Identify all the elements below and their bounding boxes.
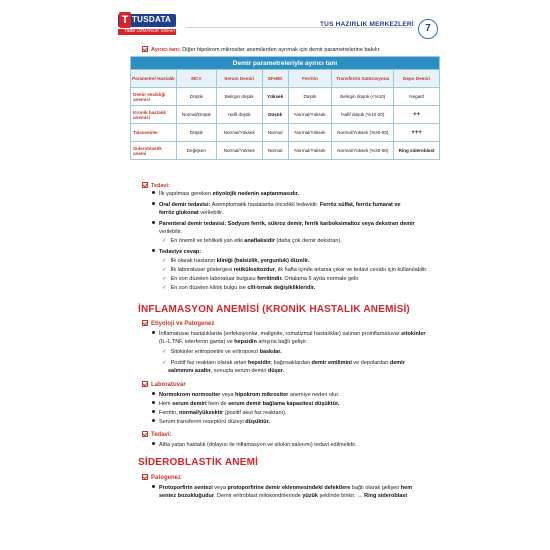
intro-label: Ayırıcı tanı: — [151, 47, 181, 53]
list-item-continued — [159, 339, 307, 346]
list-item-continued — [159, 493, 407, 500]
check-item — [162, 267, 427, 274]
table-cell: +++ — [394, 124, 440, 142]
check-item — [162, 349, 282, 356]
text: (pozitif akut faz reaktanı). — [223, 410, 287, 416]
text: Serum transferrin reseptörü düzeyi — [159, 419, 246, 425]
table-row-header: Sideroblastik anemi — [131, 142, 177, 160]
text: veya — [220, 392, 236, 398]
text: (daha çok demir dekstran). — [274, 238, 342, 244]
checkbox-icon — [142, 381, 148, 387]
text-bold: salınımını azaltır — [168, 368, 211, 374]
table-row — [131, 142, 440, 160]
text: artışına bağlı gelişir. — [256, 339, 308, 345]
checkbox-icon — [142, 46, 148, 52]
text: bağlı olarak gelişen — [350, 485, 401, 491]
text: , ilk hafta içinde artarsa çıkar ve tedavi cevabı için kullanılabilir. — [274, 267, 428, 273]
subsection-label: Etiyoloji ve Patogenez — [151, 321, 215, 327]
bullet-icon — [152, 419, 155, 422]
text-bold: baskılar. — [259, 349, 282, 355]
checkbox-icon — [142, 431, 148, 437]
text-bold: hepsidin — [247, 360, 271, 366]
text: veya — [212, 485, 228, 491]
text: anemiye neden olur. — [288, 392, 340, 398]
text-bold: anaflaksidir — [244, 238, 275, 244]
check-item — [162, 285, 315, 292]
table-cell: Normal/Yüksek — [288, 142, 332, 160]
table-header-cell: SFeBK — [262, 70, 288, 88]
text-bold: etiyolojik nedenin saptanmasıdır. — [212, 191, 299, 197]
text: (IL-1,TNF, interferon gama) ve — [159, 339, 235, 345]
text: verilebilir. — [198, 210, 224, 216]
checkbox-icon — [142, 182, 148, 188]
table-cell: Düşük — [176, 88, 216, 106]
page-number: 7 — [418, 19, 438, 39]
text: Pozitif faz reaktanı olarak artan — [170, 360, 248, 366]
checkbox-icon — [142, 320, 148, 326]
table-header-cell: MCV — [176, 70, 216, 88]
table-cell: Hafif düşük (%10-20) — [332, 106, 394, 124]
list-item — [152, 392, 339, 399]
table-row — [131, 106, 440, 124]
text-bold: düşüktür. — [245, 419, 270, 425]
text: Altta yatan hastalık (dolayısı ile inflamasyon ve sitokin salınımı) tedavi edilmelidir. — [159, 442, 357, 448]
table-cell: Normal — [262, 124, 288, 142]
list-item — [152, 331, 426, 338]
text-bold: demir — [389, 360, 405, 366]
list-item — [152, 485, 412, 492]
subsection-heading — [142, 431, 172, 438]
tedavi-heading — [142, 182, 170, 190]
table-cell: Normal/Yüksek (%30-80) — [332, 124, 394, 142]
text-bold: sitokinler — [401, 331, 426, 337]
text-bold: protoporfirine demir eklenmesindeki defektlere — [227, 485, 351, 491]
table-cell: Negatif — [394, 88, 440, 106]
text: . Demir eritroblast mitokondrilerinde — [214, 493, 303, 499]
text: Ortalama 6 ayda normale gelir. — [282, 276, 360, 282]
text-bold: Oral demir tedavisi: — [159, 202, 211, 208]
text: Ferritin, — [159, 410, 180, 416]
check-icon: ✓ — [162, 267, 167, 273]
text-bold: hepsidin — [234, 339, 257, 345]
list-item-continued — [159, 210, 223, 217]
text-bold: hem — [400, 485, 413, 491]
table-cell: Belirgin düşük (<%10) — [332, 88, 394, 106]
text-bold: cilt-tırnak değişiklikleridir. — [247, 285, 316, 291]
table-cell: Normal/Yüksek — [288, 106, 332, 124]
intro-line — [142, 46, 381, 54]
table-cell: Düşük — [288, 88, 332, 106]
check-icon: ✓ — [162, 276, 167, 282]
text: İlk yapılması gereken — [159, 191, 213, 197]
list-item — [152, 419, 270, 426]
table-cell: ++ — [394, 106, 440, 124]
table-header-cell: Ferritin — [288, 70, 332, 88]
text-bold: hipokrom mikrositer — [235, 392, 289, 398]
table-cell: Normal/Düşük — [176, 106, 216, 124]
checkbox-icon — [142, 474, 148, 480]
table-header-cell: Serum Demiri — [216, 70, 262, 88]
iron-parameters-table — [130, 56, 440, 160]
list-item — [152, 410, 286, 417]
check-icon: ✓ — [162, 238, 167, 244]
bullet-icon — [152, 202, 155, 205]
text: ve depolardan — [351, 360, 390, 366]
text: En son düzelen laboratuar bulgusu — [170, 276, 258, 282]
subsection-label: Laboratuvar — [151, 382, 186, 388]
list-item — [152, 191, 299, 198]
text-bold: sentez bozukluğudur — [159, 493, 214, 499]
section-title: İNFLAMASYON ANEMİSİ (KRONİK HASTALIK ANEMİSİ) — [138, 304, 410, 315]
text-bold: Ring sideroblast — [364, 493, 408, 499]
text-bold: kliniği (halsizlik, yorgunluk) düzelir. — [216, 258, 310, 264]
bullet-icon — [152, 331, 155, 334]
table-row-header: Kronik hastalık anemisi — [131, 106, 177, 124]
text-bold: ferröz glukonat — [159, 210, 199, 216]
text-bold: yüzük — [302, 493, 318, 499]
table-cell: Düşük — [262, 106, 288, 124]
table-row-header: Talasemiler — [131, 124, 177, 142]
text-bold: serum demiri — [172, 401, 207, 407]
table-cell: Yüksek — [262, 88, 288, 106]
bullet-icon — [152, 392, 155, 395]
table-cell: Ring sideroblast — [394, 142, 440, 160]
text-bold: serum demir bağlama kapasitesi düşüktür. — [228, 401, 340, 407]
table-row — [131, 88, 440, 106]
check-item — [162, 276, 360, 283]
text: Hem — [159, 401, 173, 407]
text-bold: ferritindir. — [257, 276, 283, 282]
bullet-icon — [152, 191, 155, 194]
text-bold: Parenteral demir tedavisi: Sodyum ferrik, sükroz demir, ferrik karboksimaltoz veya dekstran demir — [159, 221, 415, 227]
table-header-cell: Parametre/ Hastalık — [131, 70, 177, 88]
table-cell: Normal/Yüksek — [216, 124, 262, 142]
bullet-icon — [152, 221, 155, 224]
check-item — [162, 360, 405, 367]
text-bold: Normokrom normositer — [159, 392, 221, 398]
check-item-continued — [168, 368, 284, 375]
text: İnflamatuvar hastalıklarda (enfeksiyonlar, malignite, romatizmal hastalıklar) salınan proinflamatuvar — [159, 331, 402, 337]
text-bold: demir emilimini — [311, 360, 352, 366]
table-header-row — [131, 70, 440, 88]
table-cell: Düşük — [176, 124, 216, 142]
table-header-cell: Transferrin Satürasyonu — [332, 70, 394, 88]
text-bold: düşer. — [267, 368, 285, 374]
text: şeklinde birikir. → — [317, 493, 365, 499]
bullet-icon — [152, 249, 155, 252]
check-icon: ✓ — [162, 258, 167, 264]
tedavi-label: Tedavi: — [151, 183, 170, 189]
subsection-label: Patogenez — [151, 475, 182, 481]
logo-subtext: TIBBİ UZMANLIK SINAVI — [124, 28, 175, 33]
table-row-header: Demir eksikliği anemisi — [131, 88, 177, 106]
text: İlk olarak hastanın — [170, 258, 217, 264]
subsection-label: Tedavi: — [151, 432, 172, 438]
text: En önemli ve tehlikeli yan etki — [170, 238, 245, 244]
text-bold: Ferröz sülfat, ferröz fumarat ve — [319, 202, 401, 208]
text: ; bağırsaklardan — [270, 360, 312, 366]
table-caption: Demir parametreleriyle ayırıcı tanı — [131, 57, 440, 70]
check-item — [162, 238, 342, 245]
section-title: SİDEROBLASTİK ANEMİ — [138, 457, 259, 468]
text: İlk laboratuvar göstergesi — [170, 267, 234, 273]
bullet-icon — [152, 410, 155, 413]
table-cell: Normal/Yüksek (%30-80) — [332, 142, 394, 160]
text: verilebilir. — [159, 229, 182, 235]
text-bold: Protoporfirin sentezi — [159, 485, 213, 491]
logo-text: TUSDATA — [132, 15, 172, 24]
check-icon: ✓ — [162, 349, 167, 355]
list-item — [152, 249, 201, 256]
text: Sitokinler eritropoetini ve eritropoezi — [170, 349, 260, 355]
list-item-continued — [159, 229, 182, 236]
list-item — [152, 221, 415, 228]
text: Asemptomatik hastalarda öncelikli tedavidir. — [210, 202, 320, 208]
table-cell: Belirgin düşük — [216, 88, 262, 106]
list-item — [152, 202, 401, 209]
subsection-heading — [142, 381, 186, 388]
table-header-cell: Depo Demiri — [394, 70, 440, 88]
table-row — [131, 124, 440, 142]
bullet-icon — [152, 401, 155, 404]
check-item — [162, 258, 309, 265]
subsection-heading — [142, 320, 214, 327]
list-item — [152, 401, 339, 408]
bullet-icon — [152, 442, 155, 445]
table-cell: Normal/Yüksek — [288, 124, 332, 142]
text: En son düzelen klinik bulgu ise — [170, 285, 248, 291]
bullet-icon — [152, 485, 155, 488]
intro-text: Diğer hipokrom mikrositer anemilerden ayrımak için demir parametrelerine bakılır. — [182, 47, 381, 53]
text: , sonuçta serum demiri — [210, 368, 268, 374]
text-bold: Tedaviye cevap: — [159, 249, 202, 255]
logo-letter: T — [119, 12, 131, 28]
table-cell: Normal/Yüksek — [216, 142, 262, 160]
text-bold: normal/yüksektir — [179, 410, 224, 416]
subsection-heading — [142, 474, 181, 481]
text-bold: retikülositozdur — [233, 267, 275, 273]
list-item — [152, 442, 356, 449]
table-cell: Değişken — [176, 142, 216, 160]
text: hem de — [206, 401, 229, 407]
table-cell: Hafif düşük — [216, 106, 262, 124]
check-icon: ✓ — [162, 285, 167, 291]
check-icon: ✓ — [162, 360, 167, 366]
table-cell: Normal — [262, 142, 288, 160]
header-title: TUS HAZIRLIK MERKEZLERİ — [320, 21, 414, 28]
